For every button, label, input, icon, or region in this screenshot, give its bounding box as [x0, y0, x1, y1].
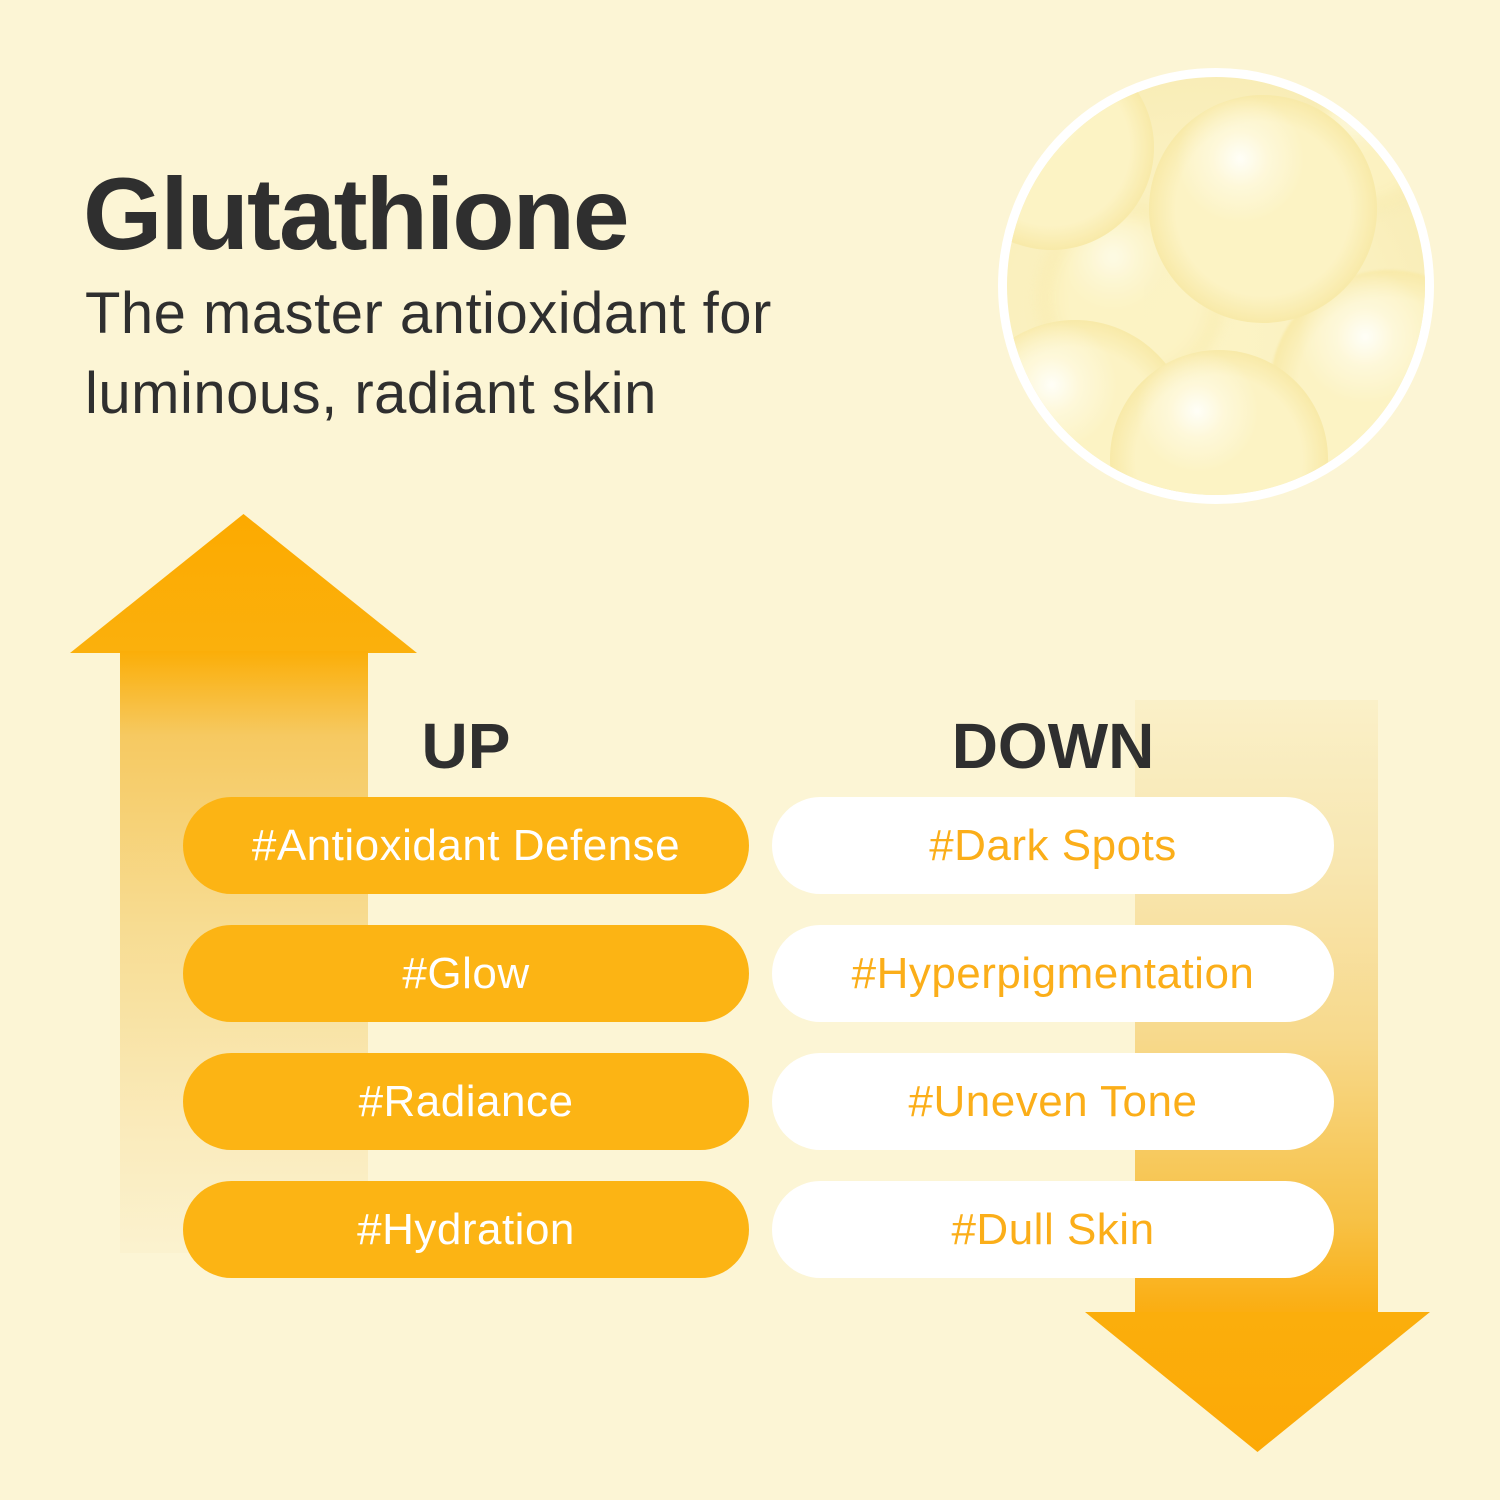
pill-label: #Hyperpigmentation [851, 948, 1255, 998]
up-tag-pill-antioxidant-defense [183, 797, 749, 894]
bubble [1149, 95, 1377, 323]
page-title: Glutathione [83, 157, 628, 271]
pill-label: #Glow [402, 948, 530, 998]
up-tag-pill-glow [183, 925, 749, 1022]
down-tag-pill-dull-skin [772, 1181, 1334, 1278]
up-tag-pill-hydration [183, 1181, 749, 1278]
down-tag-pill-hyperpigmentation [772, 925, 1334, 1022]
up-tag-pill-radiance [183, 1053, 749, 1150]
pill-label: #Uneven Tone [908, 1076, 1198, 1126]
pill-label: #Hydration [357, 1204, 575, 1254]
up-arrow-head-icon [70, 514, 417, 653]
pill-label: #Antioxidant Defense [251, 820, 681, 870]
down-column-heading: DOWN [951, 710, 1155, 782]
up-column-heading: UP [421, 710, 511, 782]
down-tag-pill-dark-spots [772, 797, 1334, 894]
down-arrow-head-icon [1085, 1312, 1430, 1452]
subtitle-line-2: luminous, radiant skin [85, 361, 657, 427]
page-subtitle [85, 274, 905, 434]
subtitle-line-1: The master antioxidant for [85, 281, 772, 346]
pill-label: #Radiance [358, 1076, 574, 1126]
pill-label: #Dull Skin [951, 1204, 1155, 1254]
golden-bubbles-image [998, 68, 1434, 504]
down-tag-pill-uneven-tone [772, 1053, 1334, 1150]
pill-label: #Dark Spots [929, 820, 1177, 870]
